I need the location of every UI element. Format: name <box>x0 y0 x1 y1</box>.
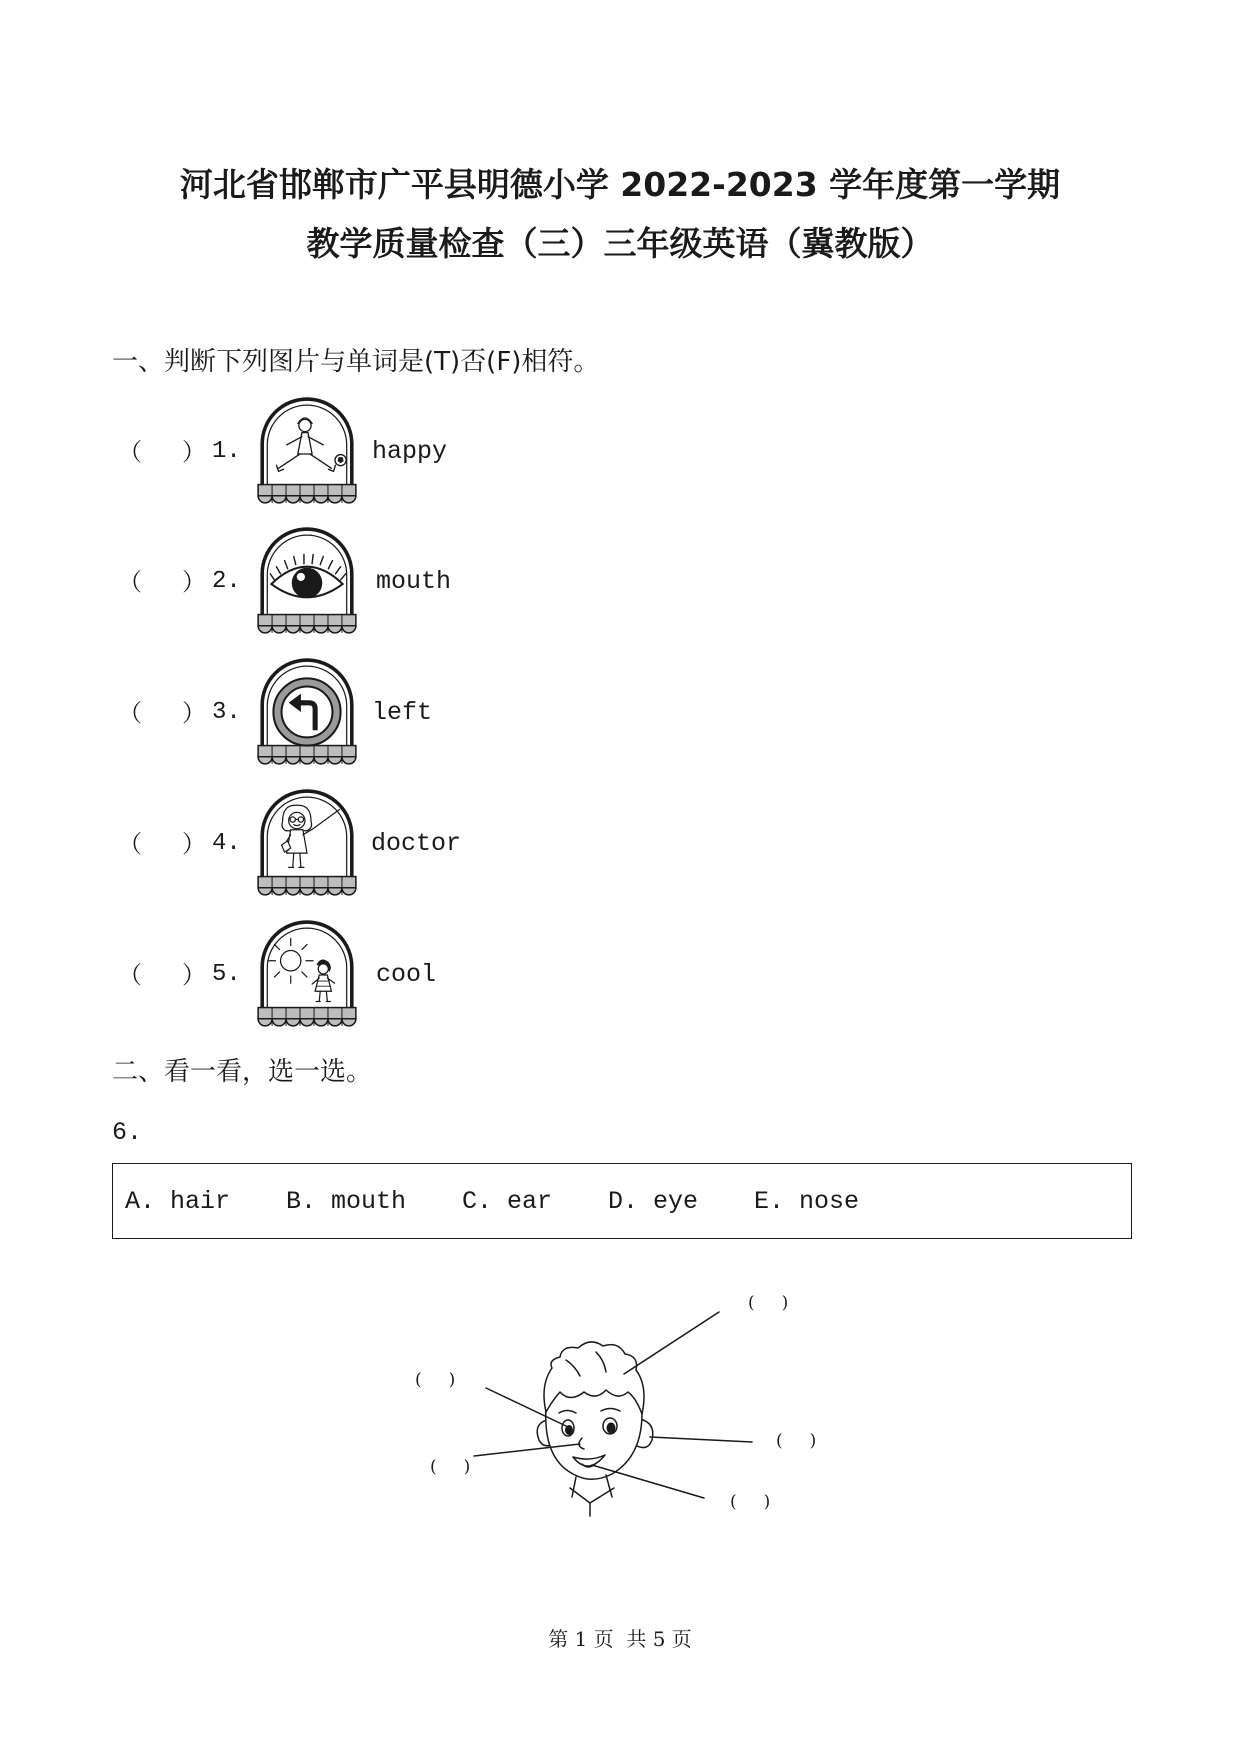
section-1-heading: 一、判断下列图片与单词是(T)否(F)相符。 <box>112 347 600 377</box>
answer-blank-close: ） <box>182 438 206 466</box>
question-number: 5. <box>212 961 241 988</box>
answer-blank-close: ） <box>182 961 206 989</box>
option-c: C. ear <box>462 1187 553 1216</box>
answer-blank-close: ） <box>182 568 206 596</box>
sun-and-girl-icon <box>256 920 358 1032</box>
option-d: D. eye <box>608 1187 699 1216</box>
option-e: E. nose <box>754 1187 860 1216</box>
teacher-with-pointer-icon <box>256 789 358 901</box>
question-word: mouth <box>376 567 452 596</box>
option-a: A. hair <box>125 1187 231 1216</box>
page-title: 河北省邯郸市广平县明德小学 2022-2023 学年度第一学期 <box>179 165 1061 204</box>
label-blank-eye: ( ) <box>415 1370 456 1390</box>
label-blank-mouth: ( ) <box>730 1492 771 1512</box>
answer-blank-close: ） <box>182 830 206 858</box>
question-row-2 <box>0 525 1240 640</box>
question-number: 3. <box>212 699 241 726</box>
option-b: B. mouth <box>286 1187 407 1216</box>
word-bank-box <box>112 1163 1132 1239</box>
label-blank-ear: ( ) <box>776 1431 817 1451</box>
answer-blank-open: （ <box>118 961 142 989</box>
answer-blank-open: （ <box>118 830 142 858</box>
question-word: cool <box>376 960 437 989</box>
question-number: 1. <box>212 438 241 465</box>
question-number: 4. <box>212 830 241 857</box>
question-number: 2. <box>212 568 241 595</box>
question-row-4 <box>0 787 1240 902</box>
answer-blank-open: （ <box>118 699 142 727</box>
label-blank-nose: ( ) <box>430 1457 471 1477</box>
answer-blank-open: （ <box>118 438 142 466</box>
label-blank-hair: ( ) <box>748 1293 789 1313</box>
answer-blank-close: ） <box>182 699 206 727</box>
question-word: left <box>372 698 433 727</box>
answer-blank-open: （ <box>118 568 142 596</box>
question-row-1 <box>0 395 1240 510</box>
left-turn-sign-icon <box>256 658 358 770</box>
eye-icon <box>256 527 358 639</box>
girl-with-ball-icon <box>256 397 358 509</box>
question-row-3 <box>0 656 1240 771</box>
question-word: happy <box>372 437 448 466</box>
question-word: doctor <box>371 829 462 858</box>
boy-face-icon <box>400 1280 860 1540</box>
section-2-heading: 二、看一看，选一选。 <box>112 1057 373 1087</box>
page-subtitle: 教学质量检查（三）三年级英语（冀教版） <box>306 224 934 263</box>
page-footer: 第 1 页 共 5 页 <box>548 1627 692 1651</box>
question-number-6: 6. <box>112 1118 143 1147</box>
question-row-5 <box>0 918 1240 1033</box>
